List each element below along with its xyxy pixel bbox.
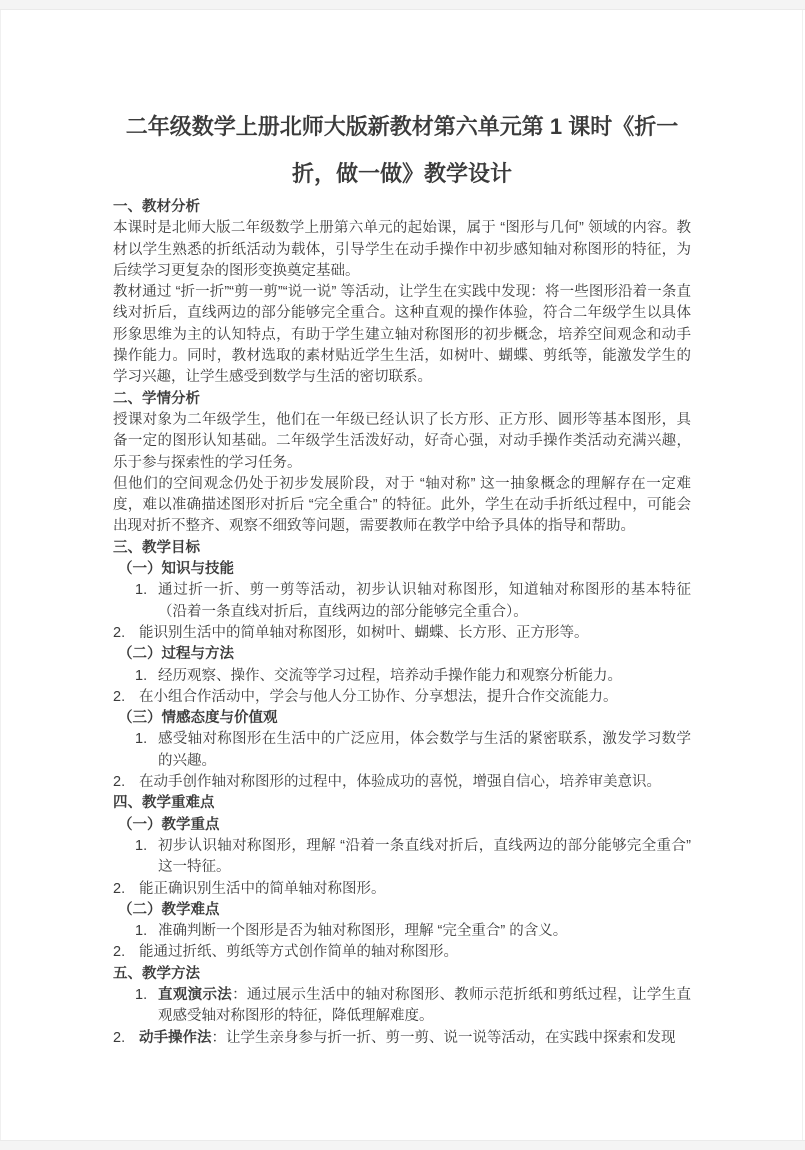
list-item-number: 1. <box>135 667 148 684</box>
list-item <box>113 879 691 900</box>
list-item <box>113 1028 691 1049</box>
subsection-heading-teaching-key-points: （一）教学重点 <box>118 816 220 833</box>
paragraph-learner-analysis-2: 但他们的空间观念仍处于初步发展阶段，对于 “轴对称” 这一抽象概念的理解存在一定难度，难以准确描述图形对折后 “完全重合” 的特征。此外，学生在动手折纸过程中，可能会出现对折不整齐、观察不细致等问题，需要教师在教学中给予具体的指导和帮助。 <box>113 475 691 535</box>
list-item-text: 经历观察、操作、交流等学习过程，培养动手操作能力和观察分析能力。 <box>158 667 622 684</box>
list-item-text: 能正确识别生活中的简单轴对称图形。 <box>139 880 386 897</box>
document-title-line-2: 折，做一做》教学设计 <box>291 161 512 186</box>
document-title <box>113 103 691 197</box>
list-item-number: 1. <box>135 582 148 599</box>
list-item-text: 能通过折纸、剪纸等方式创作简单的轴对称图形。 <box>139 944 458 961</box>
list-item <box>113 687 691 708</box>
list-item-text: 初步认识轴对称图形，理解 “沿着一条直线对折后，直线两边的部分能够完全重合” 这一特征。 <box>158 837 691 876</box>
list-item-number: 2. <box>113 688 126 705</box>
subsection-heading-knowledge-skills: （一）知识与技能 <box>118 561 234 578</box>
top-page-gutter <box>0 0 805 10</box>
list-item-text <box>158 987 691 1024</box>
list-item-number: 1. <box>135 923 148 940</box>
document-title-line-1: 二年级数学上册北师大版新教材第六单元第 1 课时《折一 <box>125 114 679 139</box>
list-item <box>113 623 691 644</box>
list-item-text: 在小组合作活动中，学会与他人分工协作、分享想法，提升合作交流能力。 <box>139 688 618 705</box>
list-item <box>113 580 691 623</box>
document-page <box>0 10 803 1141</box>
paragraph-material-analysis-2: 教材通过 “折一折”“剪一剪”“说一说” 等活动，让学生在实践中发现：将一些图形沿着一条直线对折后，直线两边的部分能够完全重合。这种直观的操作体验，符合二年级学生以具体形象思维为主的认知特点，有助于学生建立轴对称图形的初步概念，培养空间观念和动手操作能力。同时，教材选取的素材贴近学生生活，如树叶、蝴蝶、剪纸等，能激发学生的学习兴趣，让学生感受到数学与生活的密切联系。 <box>113 284 691 386</box>
list-item-number: 2. <box>113 1029 126 1046</box>
section-heading-material-analysis: 一、教材分析 <box>113 199 200 215</box>
method-label: 动手操作法 <box>139 1029 212 1046</box>
section-heading-teaching-methods: 五、教学方法 <box>113 965 200 982</box>
list-item <box>113 985 691 1028</box>
list-item-number: 2. <box>113 880 126 897</box>
list-item <box>113 942 691 963</box>
paragraph-material-analysis-1: 本课时是北师大版二年级数学上册第六单元的起始课，属于 “图形与几何” 领域的内容。教材以学生熟悉的折纸活动为载体，引导学生在动手操作中初步感知轴对称图形的特征，为后续学习更复杂的图形变换奠定基础。 <box>113 220 691 279</box>
list-item-number: 2. <box>113 944 126 961</box>
document-body <box>113 197 691 1049</box>
bottom-page-gutter <box>0 1140 805 1150</box>
method-label: 直观演示法 <box>158 986 233 1003</box>
list-item-number: 2. <box>113 624 126 641</box>
list-item-text: 感受轴对称图形在生活中的广泛应用，体会数学与生活的紧密联系，激发学习数学的兴趣。 <box>158 731 691 769</box>
list-item <box>113 666 691 687</box>
subsection-heading-teaching-difficult-points: （二）教学难点 <box>118 901 220 918</box>
list-item <box>113 729 691 772</box>
list-item-text: 能识别生活中的简单轴对称图形，如树叶、蝴蝶、长方形、正方形等。 <box>139 624 589 641</box>
subsection-heading-affect-values: （三）情感态度与价值观 <box>118 710 278 727</box>
list-item-text: 通过折一折、剪一剪等活动，初步认识轴对称图形，知道轴对称图形的基本特征（沿着一条直线对折后，直线两边的部分能够完全重合）。 <box>158 582 691 620</box>
list-item <box>113 836 691 879</box>
method-description: ：通过展示生活中的轴对称图形、教师示范折纸和剪纸过程，让学生直观感受轴对称图形的特征，降低理解难度。 <box>158 986 692 1025</box>
list-item-number: 1. <box>135 986 148 1003</box>
list-item-number: 2. <box>113 774 126 791</box>
list-item-number: 1. <box>135 837 148 854</box>
paragraph-learner-analysis-1: 授课对象为二年级学生，他们在一年级已经认识了长方形、正方形、圆形等基本图形，具备一定的图形认知基础。二年级学生活泼好动，好奇心强，对动手操作类活动充满兴趣，乐于参与探索性的学习任务。 <box>113 411 691 471</box>
list-item-number: 1. <box>135 731 148 748</box>
section-heading-learner-analysis: 二、学情分析 <box>113 390 200 407</box>
subsection-heading-process-methods: （二）过程与方法 <box>118 646 234 663</box>
section-heading-key-difficult-points: 四、教学重难点 <box>113 795 215 812</box>
list-item-text: 准确判断一个图形是否为轴对称图形，理解 “完全重合” 的含义。 <box>158 923 568 940</box>
list-item-text <box>139 1030 676 1046</box>
list-item-text: 在动手创作轴对称图形的过程中，体验成功的喜悦，增强自信心，培养审美意识。 <box>139 774 661 791</box>
list-item <box>113 921 691 942</box>
section-heading-teaching-goals: 三、教学目标 <box>113 539 200 556</box>
list-item <box>113 772 691 793</box>
method-description: ：让学生亲身参与折一折、剪一剪、说一说等活动，在实践中探索和发现 <box>211 1029 676 1046</box>
